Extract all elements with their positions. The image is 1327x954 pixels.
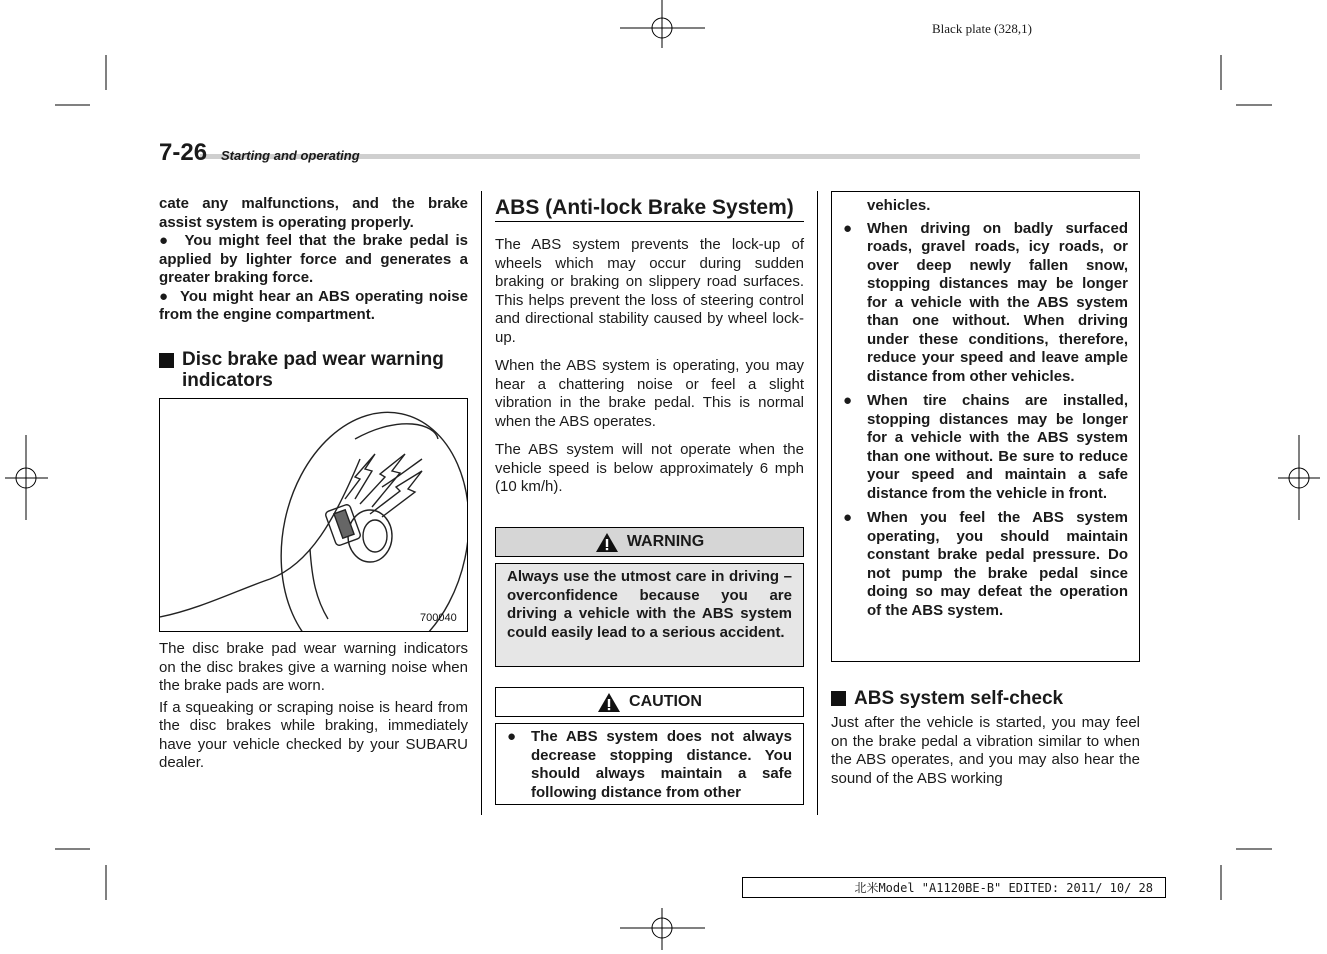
warning-label: WARNING — [626, 533, 705, 550]
bullet-dot: ● — [843, 509, 853, 526]
bullet-dot: ● — [159, 232, 185, 249]
list-item — [507, 728, 792, 802]
continued-text: vehicles. — [867, 197, 931, 214]
footer-edit-stamp: 北米Model "A1120BE-B" EDITED: 2011/ 10/ 28 — [742, 877, 1166, 898]
column-3-lower — [831, 688, 1140, 788]
caution-list — [843, 220, 1128, 621]
bullet-item — [159, 232, 468, 288]
square-bullet-icon — [159, 353, 174, 368]
paragraph: The ABS system will not operate when the vehicle speed is below approximately 6 mph (10 km/h). — [495, 441, 804, 495]
warning-box — [495, 563, 804, 667]
section-title: Starting and operating — [221, 148, 360, 163]
bullet-text: You might feel that the brake pedal is applied by lighter force and generates a greater braking force. — [159, 232, 468, 286]
list-item — [843, 509, 1128, 620]
bullet-text: You might hear an ABS operating noise from the engine compartment. — [159, 287, 468, 323]
continued-text: cate any malfunctions, and the brake assist system is operating properly. — [159, 195, 468, 231]
paragraph: When the ABS system is operating, you may hear a chattering noise or feel a slight vibration in the brake pedal. This is normal when the ABS operates. — [495, 357, 804, 430]
column-divider-2 — [817, 191, 818, 815]
column-1 — [159, 195, 468, 391]
page-number: 7-26 — [159, 139, 208, 166]
abs-heading: ABS (Anti-lock Brake System) — [495, 197, 804, 222]
caution-header — [495, 687, 804, 717]
column-divider-1 — [481, 191, 482, 815]
paragraph: The disc brake pad wear warning indicators on the disc brakes give a warning noise when the brake pads are worn. — [159, 640, 468, 694]
caution-box-continued — [831, 191, 1140, 662]
bullet-dot: ● — [507, 728, 517, 745]
caution-text: The ABS system does not always decrease stopping distance. You should always maintain a safe following distance from other — [531, 728, 792, 801]
figure-code: 700040 — [420, 612, 457, 624]
column-2 — [495, 197, 804, 497]
bullet-item — [159, 288, 468, 325]
bullet-dot: ● — [159, 287, 180, 305]
paragraph: Just after the vehicle is started, you may feel on the brake pedal a vibration similar to when the ABS operates, and you may also hear the sound of the ABS working — [831, 714, 1140, 787]
bullet-dot: ● — [843, 219, 853, 237]
list-item — [843, 220, 1128, 387]
bullet-dot: ● — [843, 392, 853, 409]
bullet-text: When you feel the ABS system operating, you should maintain constant brake pedal pressure. Do not pump the brake pedal since doing so may defeat the operation of the ABS system. — [867, 509, 1128, 619]
warning-triangle-icon — [595, 532, 619, 553]
heading-text: Disc brake pad wear warning indicators — [182, 348, 444, 391]
paragraph: The ABS system prevents the lock-up of wheels which may occur during sudden braking or braking on slippery road surfaces. This helps prevent the loss of steering control and directional stability caused by wheel lock-up. — [495, 236, 804, 346]
bullet-text: When driving on badly surfaced roads, gravel roads, icy roads, or over deep newly fallen snow, stopping distances may be longer for a vehicle with the ABS system than one without. When driving under these conditions, therefore, reduce your speed and leave ample distance from other vehicles. — [867, 219, 1128, 385]
brake-figure — [159, 398, 468, 632]
disc-brake-illustration — [160, 399, 467, 631]
heading-text: ABS system self-check — [854, 688, 1064, 709]
subsection-heading — [159, 349, 468, 391]
square-bullet-icon — [831, 691, 846, 706]
caution-list — [507, 728, 792, 802]
warning-text: Always use the utmost care in driving – overconfidence because you are driving a vehicle with the ABS system could easily lead to a serious accident. — [507, 568, 792, 641]
caution-triangle-icon — [597, 692, 621, 713]
bullet-text: When tire chains are installed, stopping distances may be longer for a vehicle with the ABS system than one without. Be sure to reduce your speed and maintain a safe distance from the vehicle in front. — [867, 392, 1128, 502]
list-item — [843, 392, 1128, 503]
caution-box — [495, 723, 804, 805]
column-1-lower — [159, 640, 468, 773]
paragraph: If a squeaking or scraping noise is heard from the disc brakes while braking, immediately have your vehicle checked by your SUBARU dealer. — [159, 698, 468, 771]
subsection-heading — [831, 688, 1140, 709]
warning-header — [495, 527, 804, 557]
caution-label: CAUTION — [629, 693, 702, 710]
plate-label: Black plate (328,1) — [932, 21, 1032, 36]
